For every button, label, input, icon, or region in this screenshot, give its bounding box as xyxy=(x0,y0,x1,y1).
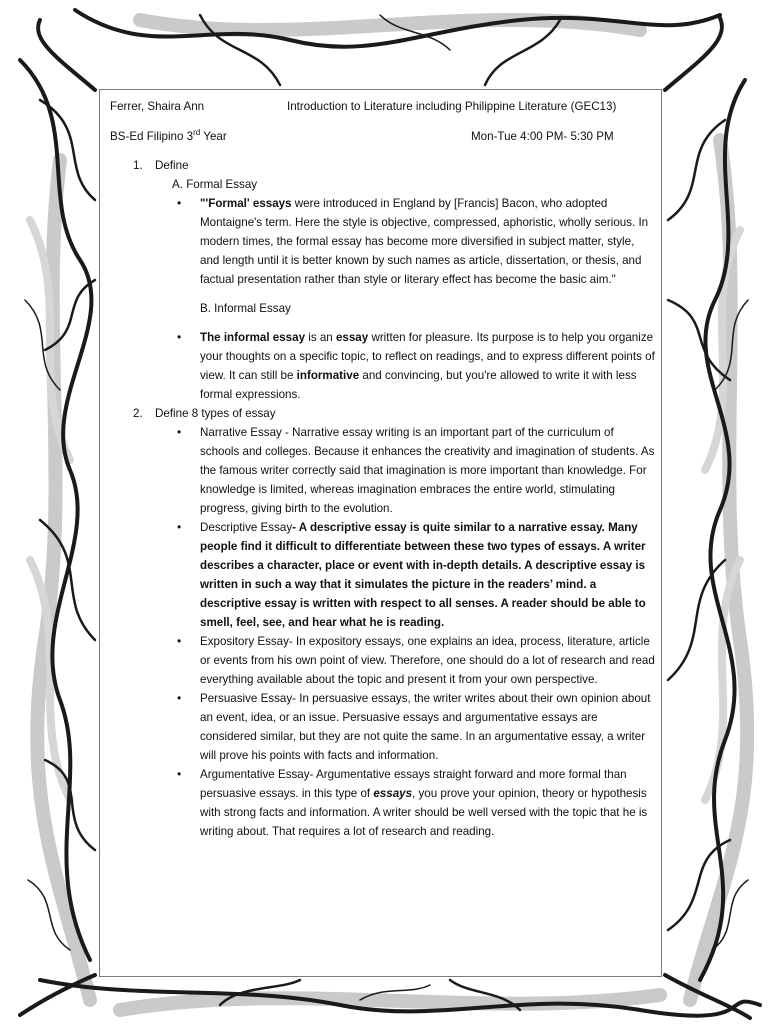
class-schedule: Mon-Tue 4:00 PM- 5:30 PM xyxy=(471,130,614,143)
bullet-icon: • xyxy=(177,425,182,439)
program-year xyxy=(110,127,227,146)
bold-phrase: essay xyxy=(335,331,369,344)
document-page xyxy=(99,89,662,977)
bullet-icon: • xyxy=(177,196,182,210)
subsection-a xyxy=(100,175,663,194)
emphasis-word: essays xyxy=(373,787,413,800)
subsection-title: B. Informal Essay xyxy=(200,302,291,315)
paragraph-text: - Argumentative essays straight forward and more formal than persuasive essays. in this type of xyxy=(200,768,627,800)
bullet-icon: • xyxy=(177,520,182,534)
question-list xyxy=(100,156,663,841)
bold-phrase: informative xyxy=(296,369,360,382)
question-number: 2. xyxy=(133,407,143,420)
bullet-icon: • xyxy=(177,691,182,705)
paragraph-text: written for pleasure. Its purpose is to help you organize your thoughts on a specific topic, to reflect on readings, and to express different points of view. It can still be xyxy=(200,331,655,382)
list-item xyxy=(100,328,663,404)
program-label: BS-Ed Filipino 3 xyxy=(110,130,194,143)
year-superscript: rd xyxy=(193,128,201,138)
student-name: Ferrer, Shaira Ann xyxy=(110,100,205,113)
list-item xyxy=(100,518,663,632)
question-2 xyxy=(100,404,663,423)
essay-type-heading: Argumentative Essay xyxy=(200,768,310,781)
paragraph-text: - Narrative essay writing is an important part of the curriculum of schools and colleges. Because it enhances the creativity and imagination of students. As the famous writer correctly said that imagination is more important than knowledge. For knowledge is limited, whereas imagination embraces the entire world, stimulating progress, giving birth to the evolution. xyxy=(200,426,655,515)
paragraph-text: . xyxy=(297,388,301,401)
question-title: Define 8 types of essay xyxy=(155,407,276,420)
bold-phrase: "'Formal' essays xyxy=(200,197,292,210)
paragraph-text: - In persuasive essays, the writer writes about their own opinion about an event, idea, or an issue. Persuasive essays and argumentative essays are considered similar, but they are not quite the same. In an argumentative essay, a writer will prove his points with facts and information. xyxy=(200,692,651,762)
course-title: Introduction to Literature including Philippine Literature (GEC13) xyxy=(287,100,617,113)
question-title: Define xyxy=(155,159,189,172)
list-item xyxy=(100,423,663,518)
subsection-letter: A. xyxy=(172,178,183,191)
paragraph-text: - A descriptive essay is quite similar to a narrative essay. Many people find it difficult to differentiate between these two types of essays. A writer describes a character, place or event with in-depth details. A descriptive essay is written in such a way that it simulates the picture in the readers’ mind. a descriptive essay is written with respect to all senses. A reader should be able to smell, feel, see, and hear what he is reading. xyxy=(200,521,646,629)
list-item xyxy=(100,689,663,765)
paragraph-text: - In expository essays, one explains an idea, process, literature, article or events from his own point of view. Therefore, one should do a lot of research and read everything available about the topic and present it from your own perspective. xyxy=(200,635,655,686)
list-item xyxy=(100,765,663,841)
essay-type-heading: Persuasive Essay xyxy=(200,692,293,705)
paragraph-text: and convincing, but you're allowed to write it with less formal expressions xyxy=(200,369,637,401)
bold-phrase: The informal essay xyxy=(200,331,306,344)
bullet-icon: • xyxy=(177,330,182,344)
paragraph-text: is an xyxy=(305,331,336,344)
essay-type-heading: Narrative Essay xyxy=(200,426,282,439)
bullet-icon: • xyxy=(177,634,182,648)
year-word: Year xyxy=(200,130,227,143)
bullet-icon: • xyxy=(177,767,182,781)
subsection-b xyxy=(100,299,663,318)
question-number: 1. xyxy=(133,159,143,172)
essay-type-heading: Expository Essay xyxy=(200,635,289,648)
subsection-title: Formal Essay xyxy=(186,178,258,191)
essay-type-heading: Descriptive Essay xyxy=(200,521,293,534)
paragraph-text: were introduced in England by [Francis] Bacon, who adopted Montaigne's term. Here the style is objective, compressed, aphoristic, wholly serious. In modern times, the formal essay has become more diversified in subject matter, style, and length until it is better known by such names as article, dissertation, or thesis, and factual presentation rather than style or literary effect has become the basic aim." xyxy=(200,197,649,286)
question-1 xyxy=(100,156,663,175)
list-item xyxy=(100,632,663,689)
list-item xyxy=(100,194,663,289)
paragraph-text: , you prove your opinion, theory or hypothesis with strong facts and information. A writer should be well versed with the topic that he is writing about. That requires a lot of research and reading. xyxy=(200,787,648,838)
